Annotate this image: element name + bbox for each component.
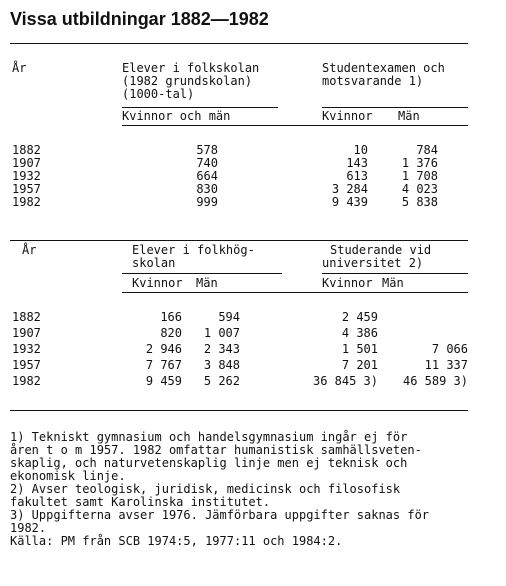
table1-cell-year: 1982 <box>12 195 41 209</box>
table1-cell-studentexamen-kvinnor: 143 <box>346 156 368 170</box>
table1-cell-studentexamen-man: 1 708 <box>401 169 438 183</box>
table1-cell-folkskolan: 664 <box>196 169 218 183</box>
footnote-line: Källa: PM från SCB 1974:5, 1977:11 och 1984:2. <box>10 534 343 548</box>
table2-cell-year: 1882 <box>12 310 41 324</box>
table2-cell-folkhogskolan-kvinnor: 820 <box>160 326 182 340</box>
table1-cell-folkskolan: 578 <box>196 143 218 157</box>
table2-year-header: År <box>22 243 37 257</box>
table1-group-a-rule <box>122 107 278 108</box>
table2-cell-universitet-kvinnor: 36 845 3) <box>312 374 378 388</box>
table1-cell-folkskolan: 830 <box>196 182 218 196</box>
table1-group-b-line2: motsvarande 1) <box>322 74 424 88</box>
footnote-line: 1982. <box>10 521 47 535</box>
table2-group-b-line2: universitet 2) <box>322 256 424 270</box>
footnote-line: åren t o m 1957. 1982 omfattar humanistisk samhällsveten- <box>10 443 422 457</box>
table2-cell-universitet-man: 7 066 <box>431 342 468 356</box>
table1-cell-studentexamen-kvinnor: 613 <box>346 169 368 183</box>
table2-group-a-line1: Elever i folkhög- <box>132 243 255 257</box>
table2-cell-universitet-man: 11 337 <box>424 358 468 372</box>
table2-group-a-rule <box>122 273 282 274</box>
table2-cell-year: 1982 <box>12 374 41 388</box>
table2-bottom-rule <box>10 410 468 411</box>
footnote-line: 2) Avser teologisk, juridisk, medicinsk och filosofisk <box>10 482 401 496</box>
table2-top-rule <box>10 240 468 241</box>
table2-cell-folkhogskolan-kvinnor: 9 459 <box>145 374 182 388</box>
footnote-line: ekonomisk linje. <box>10 469 126 483</box>
table1-group-a-line2: (1982 grundskolan) <box>122 74 253 88</box>
table1-group-b-rule <box>322 107 468 108</box>
table2-cell-folkhogskolan-man: 1 007 <box>203 326 240 340</box>
table2-sub-a2: Män <box>196 276 218 290</box>
table2-sub-b2: Män <box>382 276 404 290</box>
table2-cell-folkhogskolan-man: 5 262 <box>203 374 240 388</box>
table2-cell-year: 1907 <box>12 326 41 340</box>
table1-cell-year: 1957 <box>12 182 41 196</box>
footnote-line: skaplig, och naturvetenskaplig linje men ej teknisk och <box>10 456 408 470</box>
footnotes <box>10 431 500 548</box>
table1-header-rule <box>122 125 468 126</box>
footnote-line: fakultet samt Karolinska institutet. <box>10 495 271 509</box>
table1-cell-studentexamen-man: 5 838 <box>401 195 438 209</box>
table1-cell-studentexamen-man: 784 <box>416 143 438 157</box>
table2-group-b-line1: Studerande vid <box>330 243 432 257</box>
table2-cell-year: 1957 <box>12 358 41 372</box>
table2-sub-a1: Kvinnor <box>132 276 183 290</box>
table2-sub-b1: Kvinnor <box>322 276 373 290</box>
table1-sub-b1: Kvinnor <box>322 109 373 123</box>
table2-cell-universitet-kvinnor: 4 386 <box>341 326 378 340</box>
table2-group-b-rule <box>322 273 468 274</box>
table2-cell-year: 1932 <box>12 342 41 356</box>
table1-cell-studentexamen-kvinnor: 3 284 <box>331 182 368 196</box>
table2-cell-folkhogskolan-kvinnor: 166 <box>160 310 182 324</box>
table1-year-header: År <box>12 61 27 75</box>
table1-cell-studentexamen-kvinnor: 10 <box>353 143 368 157</box>
table2-cell-universitet-kvinnor: 7 201 <box>341 358 378 372</box>
table1-group-a-line1: Elever i folkskolan <box>122 61 260 75</box>
footnote-line: 3) Uppgifterna avser 1976. Jämförbara uppgifter saknas för <box>10 508 430 522</box>
table1-group-b-line1: Studentexamen och <box>322 61 445 75</box>
table2-group-a-line2: skolan <box>132 256 176 270</box>
table1-top-rule <box>10 43 468 44</box>
table2-cell-folkhogskolan-kvinnor: 7 767 <box>145 358 182 372</box>
table1-cell-year: 1932 <box>12 169 41 183</box>
table1-cell-folkskolan: 740 <box>196 156 218 170</box>
table2-cell-universitet-kvinnor: 2 459 <box>341 310 378 324</box>
table1-cell-studentexamen-man: 1 376 <box>401 156 438 170</box>
table1-cell-year: 1907 <box>12 156 41 170</box>
table2-cell-universitet-kvinnor: 1 501 <box>341 342 378 356</box>
table2-cell-folkhogskolan-man: 2 343 <box>203 342 240 356</box>
table1-cell-studentexamen-kvinnor: 9 439 <box>331 195 368 209</box>
page-title: Vissa utbildningar 1882—1982 <box>10 9 269 29</box>
footnote-line: 1) Tekniskt gymnasium och handelsgymnasium ingår ej för <box>10 430 408 444</box>
table2-cell-folkhogskolan-kvinnor: 2 946 <box>145 342 182 356</box>
table1-group-a-line3: (1000-tal) <box>122 87 195 101</box>
table2-cell-folkhogskolan-man: 3 848 <box>203 358 240 372</box>
table2-cell-universitet-man: 46 589 3) <box>402 374 468 388</box>
table2-header-rule <box>122 292 468 293</box>
table2-cell-folkhogskolan-man: 594 <box>218 310 240 324</box>
table1-sub-b2: Män <box>398 109 420 123</box>
table1-cell-studentexamen-man: 4 023 <box>401 182 438 196</box>
table1-cell-folkskolan: 999 <box>196 195 218 209</box>
table1-sub-a: Kvinnor och män <box>122 109 231 123</box>
table1-cell-year: 1882 <box>12 143 41 157</box>
